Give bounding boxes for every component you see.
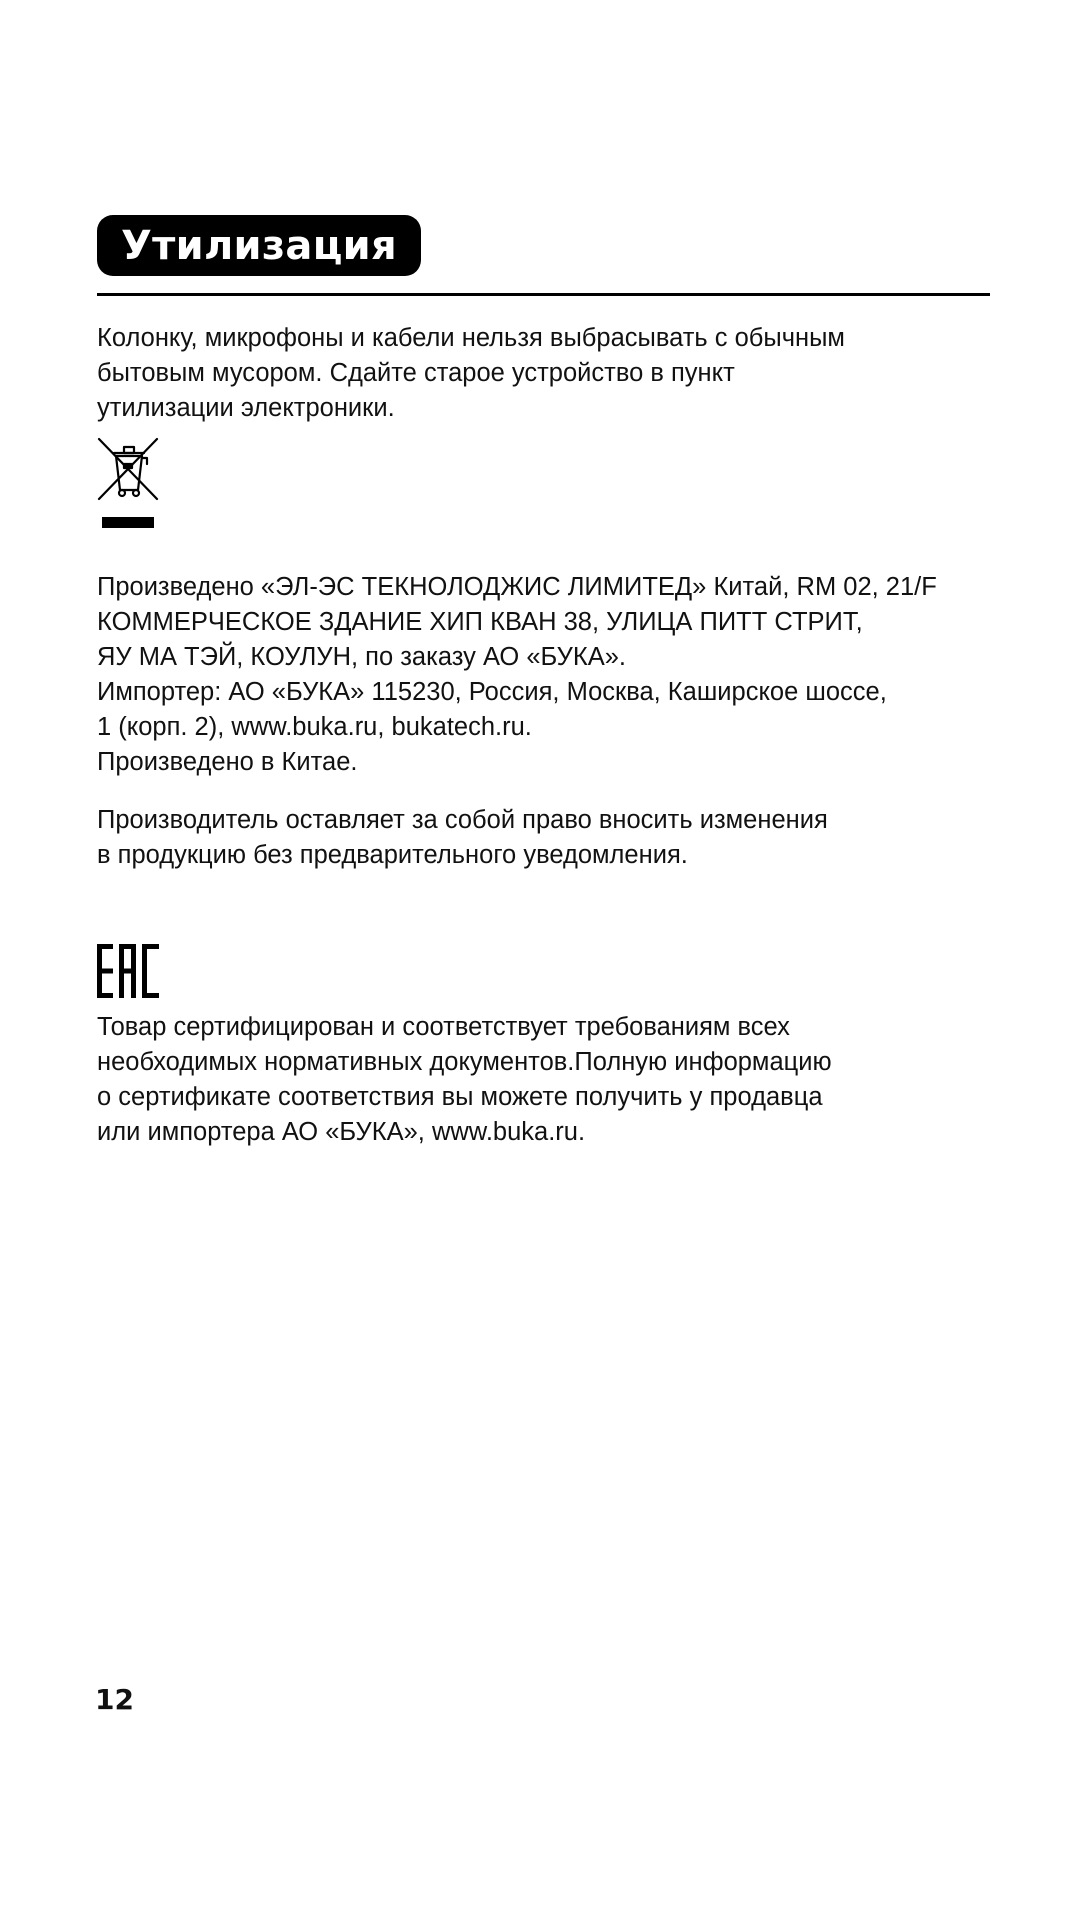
disposal-line: бытовым мусором. Сдайте старое устройство в пункт (97, 359, 735, 387)
certification-line: необходимых нормативных документов.Полную информацию (97, 1048, 832, 1076)
certification-line: или импортера АО «БУКА», www.buka.ru. (97, 1118, 586, 1146)
disposal-paragraph (97, 321, 997, 426)
importer-line: Импортер: АО «БУКА» 115230, Россия, Москва, Каширское шоссе, (97, 678, 887, 706)
page-number: 12 (95, 1683, 134, 1716)
disposal-line: Колонку, микрофоны и кабели нельзя выбрасывать с обычным (97, 324, 845, 352)
origin-line: Произведено в Китае. (97, 748, 358, 776)
importer-line: 1 (корп. 2), www.buka.ru, bukatech.ru. (97, 713, 532, 741)
disposal-line: утилизации электроники. (97, 394, 395, 422)
certification-line: Товар сертифицирован и соответствует требованиям всех (97, 1013, 790, 1041)
crossed-out-wheelie-bin-icon (97, 437, 159, 529)
manufacturer-line: ЯУ МА ТЭЙ, КОУЛУН, по заказу АО «БУКА». (97, 643, 626, 671)
title-divider (97, 293, 990, 296)
section-title: Утилизация (97, 215, 421, 276)
certification-paragraph (97, 1010, 997, 1150)
manufacturer-line: Произведено «ЭЛ-ЭС ТЕКНОЛОДЖИС ЛИМИТЕД» Китай, RM 02, 21/F (97, 573, 937, 601)
notice-line: в продукцию без предварительного уведомления. (97, 841, 688, 869)
certification-line: о сертификате соответствия вы можете получить у продавца (97, 1083, 823, 1111)
manufacturer-info (97, 570, 997, 780)
manufacturer-line: КОММЕРЧЕСКОЕ ЗДАНИЕ ХИП КВАН 38, УЛИЦА ПИТТ СТРИТ, (97, 608, 863, 636)
notice-line: Производитель оставляет за собой право вносить изменения (97, 806, 828, 834)
rights-notice (97, 803, 997, 873)
eac-conformity-mark-icon (97, 944, 159, 998)
